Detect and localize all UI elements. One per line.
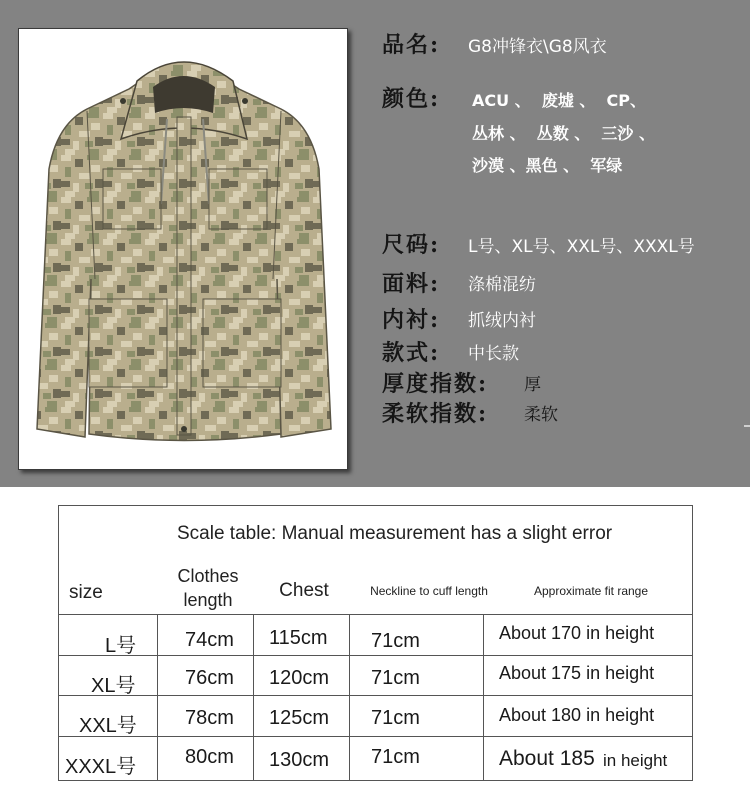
cell-fit: About 180 in height xyxy=(499,705,655,725)
cell-fit-tail: in height xyxy=(603,751,668,770)
color-line-1: ACU 、 废墟 、 CP、 xyxy=(472,91,647,110)
style-label: 款式: xyxy=(382,340,441,366)
name-label: 品名: xyxy=(382,32,441,58)
cell-neck: 71cm xyxy=(371,630,420,652)
cell-size: L号 xyxy=(105,635,137,657)
cell-size: XL号 xyxy=(91,675,136,697)
header-neckline: Neckline to cuff length xyxy=(370,584,488,598)
cell-fit: About 170 in height xyxy=(499,623,655,643)
cell-neck: 71cm xyxy=(371,667,420,689)
cell-chest: 115cm xyxy=(269,627,328,649)
edge-mark xyxy=(744,425,750,427)
header-size: size xyxy=(69,582,103,603)
cell-fit-main: About 185 xyxy=(499,747,595,770)
cell-length: 76cm xyxy=(185,667,234,689)
size-value: L号、XL号、XXL号、XXXL号 xyxy=(468,237,695,257)
cell-size: XXL号 xyxy=(79,715,137,737)
thickness-value: 厚 xyxy=(524,375,541,395)
cell-neck: 71cm xyxy=(371,746,420,768)
header-clothes-line1: Clothes xyxy=(177,566,239,586)
cell-neck: 71cm xyxy=(371,707,420,729)
header-clothes-line2: length xyxy=(183,590,233,610)
fabric-label: 面料: xyxy=(382,271,441,297)
product-photo xyxy=(18,28,348,470)
style-value: 中长款 xyxy=(468,344,519,364)
lining-label: 内衬: xyxy=(382,307,441,333)
softness-label: 柔软指数: xyxy=(382,401,489,427)
cell-length: 78cm xyxy=(185,707,234,729)
cell-chest: 120cm xyxy=(269,667,330,689)
cell-chest: 130cm xyxy=(269,749,330,771)
size-label: 尺码: xyxy=(382,232,441,258)
color-line-3: 沙漠 、黑色 、 军绿 xyxy=(472,156,623,175)
cell-fit: About 175 in height xyxy=(499,663,655,683)
size-table xyxy=(58,505,693,781)
header-fit: Approximate fit range xyxy=(533,584,649,598)
softness-value: 柔软 xyxy=(524,405,558,425)
cell-size: XXXL号 xyxy=(65,756,137,778)
header-chest: Chest xyxy=(279,580,329,601)
cell-length: 80cm xyxy=(185,746,234,768)
table-title: Scale table: Manual measurement has a slight error xyxy=(177,523,613,544)
fabric-value: 涤棉混纺 xyxy=(468,275,536,295)
thickness-label: 厚度指数: xyxy=(382,371,489,397)
color-line-2: 丛林 、 丛数 、 三沙 、 xyxy=(472,124,655,143)
name-value: G8冲锋衣\G8风衣 xyxy=(468,37,607,57)
cell-chest: 125cm xyxy=(269,707,330,729)
camo-jacket-image xyxy=(19,29,347,469)
lining-value: 抓绒内衬 xyxy=(468,311,536,331)
color-label: 颜色: xyxy=(382,86,441,112)
cell-length: 74cm xyxy=(185,629,234,651)
